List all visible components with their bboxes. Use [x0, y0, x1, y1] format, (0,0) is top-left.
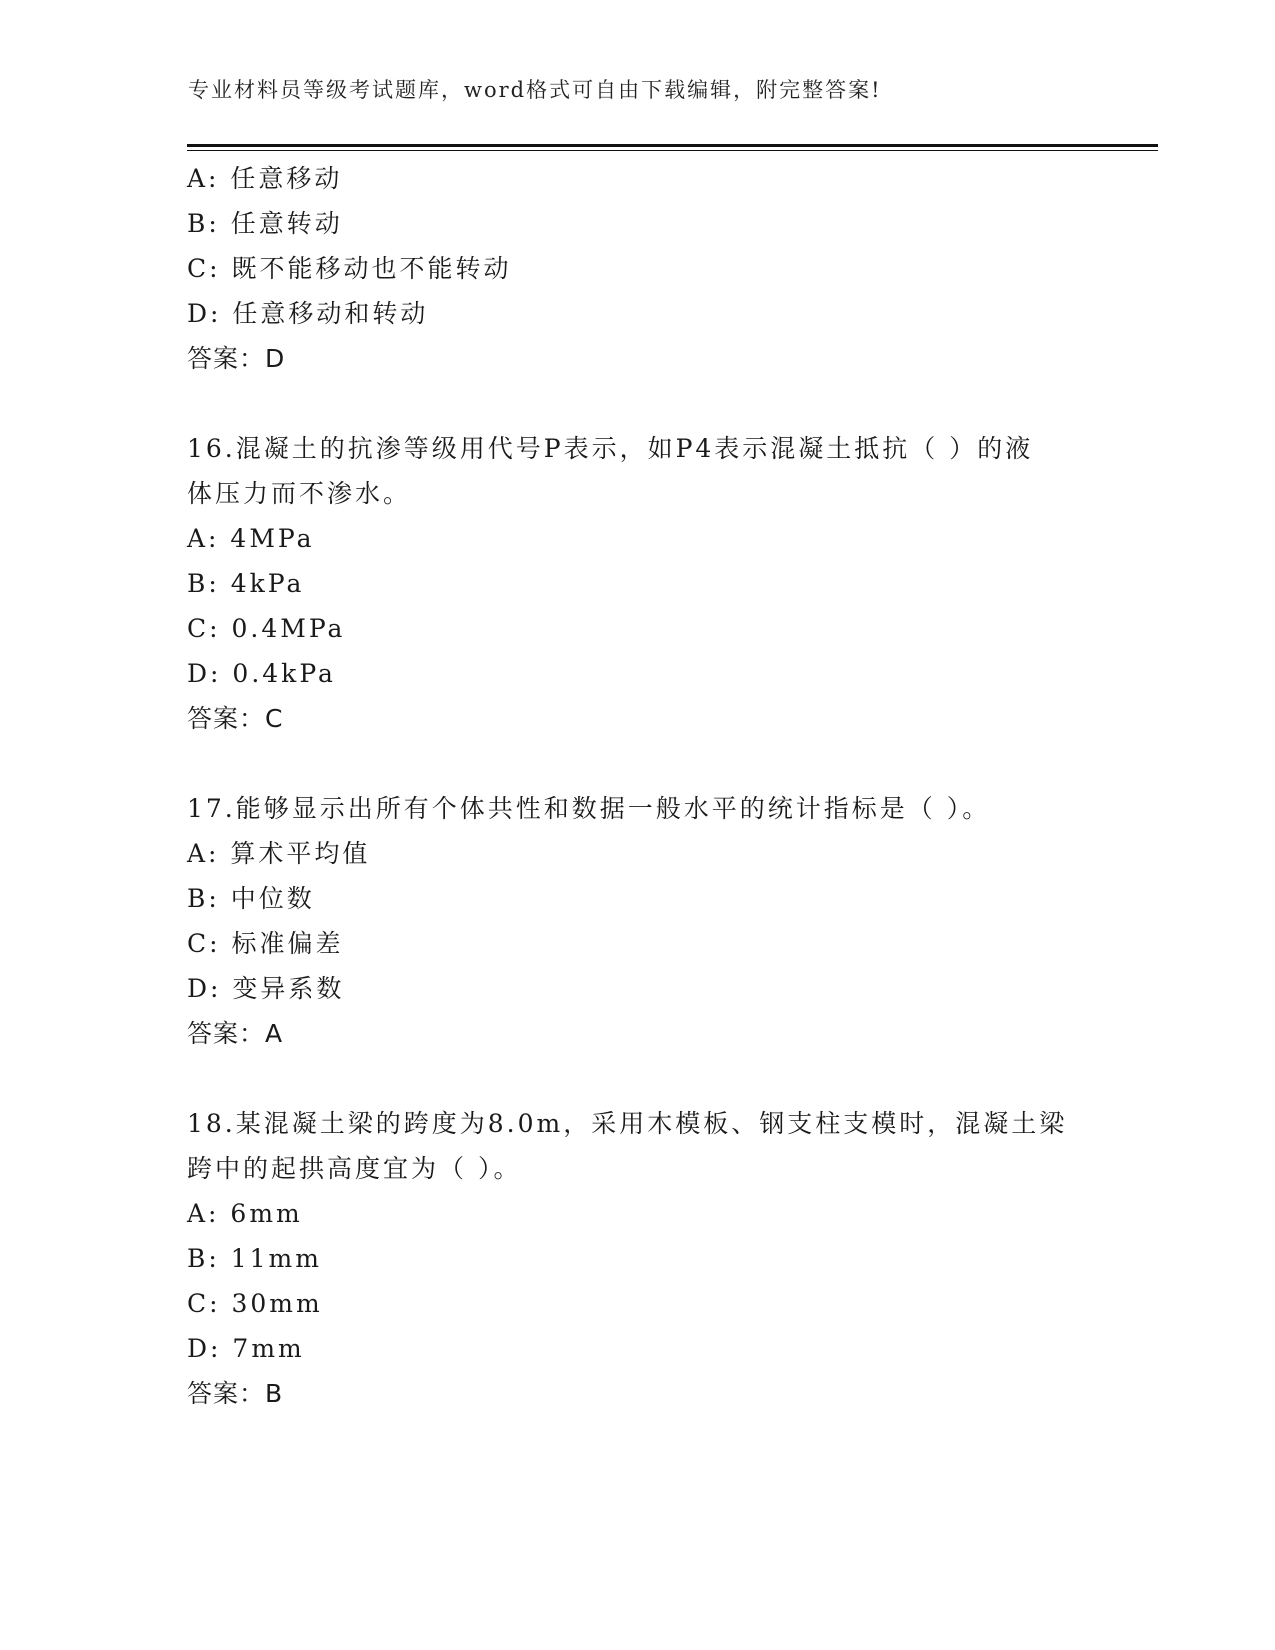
option-d: D: 0.4kPa	[187, 659, 336, 688]
option-b: B: 任意转动	[187, 209, 343, 238]
page-header: 专业材料员等级考试题库，word格式可自由下载编辑，附完整答案!	[188, 78, 882, 102]
prev-question-block	[187, 156, 1107, 381]
question-17	[187, 786, 1107, 1056]
option-a: A: 算术平均值	[187, 839, 371, 868]
option-b: B: 中位数	[187, 884, 315, 913]
header-divider-thick	[187, 144, 1158, 147]
answer-line: 答案：B	[187, 1379, 284, 1408]
answer-line: 答案：D	[187, 344, 286, 373]
option-b: B: 4kPa	[187, 569, 305, 598]
question-text-line: 16.混凝土的抗渗等级用代号P表示，如P4表示混凝土抵抗（ ）的液	[187, 434, 1034, 463]
question-text-line: 18.某混凝土梁的跨度为8.0m，采用木模板、钢支柱支模时，混凝土梁	[187, 1109, 1068, 1138]
question-list	[187, 156, 1107, 1416]
question-16	[187, 426, 1107, 741]
question-text	[187, 426, 1087, 516]
question-text	[187, 786, 1087, 831]
header-divider-thin	[187, 150, 1158, 151]
option-c: C: 30mm	[187, 1289, 323, 1318]
answer-line: 答案：C	[187, 704, 284, 733]
option-d: D: 变异系数	[187, 974, 345, 1003]
option-a: A: 6mm	[187, 1199, 303, 1228]
question-18	[187, 1101, 1107, 1416]
question-text	[187, 1101, 1087, 1191]
question-text-line: 跨中的起拱高度宜为（ ）。	[187, 1154, 522, 1183]
answer-line: 答案：A	[187, 1019, 284, 1048]
option-a: A: 任意移动	[187, 164, 343, 193]
option-b: B: 11mm	[187, 1244, 322, 1273]
question-text-line: 体压力而不渗水。	[187, 479, 412, 508]
option-c: C: 标准偏差	[187, 929, 344, 958]
option-d: D: 任意移动和转动	[187, 299, 429, 328]
option-d: D: 7mm	[187, 1334, 305, 1363]
option-a: A: 4MPa	[187, 524, 315, 553]
question-text-line: 17.能够显示出所有个体共性和数据一般水平的统计指标是（ ）。	[187, 794, 991, 823]
option-c: C: 0.4MPa	[187, 614, 346, 643]
option-c: C: 既不能移动也不能转动	[187, 254, 512, 283]
